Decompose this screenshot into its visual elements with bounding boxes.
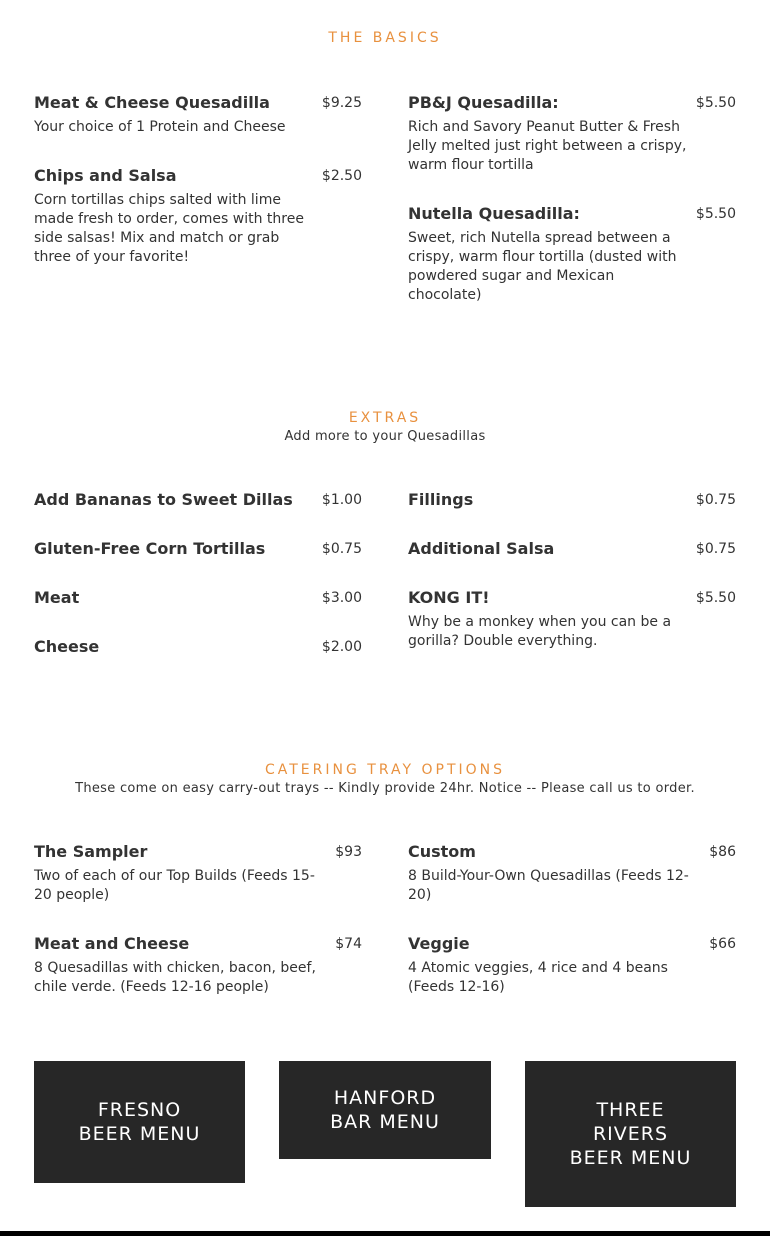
item-description: Two of each of our Top Builds (Feeds 15-20 people): [34, 868, 315, 903]
item-description: Your choice of 1 Protein and Cheese: [34, 119, 286, 135]
item-price: $2.00: [321, 639, 362, 655]
item-price: $9.25: [321, 95, 362, 111]
three-rivers-beer-menu-button[interactable]: THREE RIVERS BEER MENU: [525, 1061, 736, 1207]
item-description: 8 Quesadillas with chicken, bacon, beef, chile verde. (Feeds 12-16 people): [34, 960, 316, 995]
item-price: $93: [335, 844, 362, 860]
item-description: Why be a monkey when you can be a gorilla? Double everything.: [408, 614, 672, 649]
item-price: $0.75: [321, 541, 362, 557]
item-name: PB&J Quesadilla:: [408, 93, 559, 112]
extras-section-title: EXTRAS: [348, 410, 422, 426]
extras-subtitle: Add more to your Quesadillas: [284, 429, 486, 444]
catering-custom: [408, 842, 736, 905]
item-description: Corn tortillas chips salted with lime made fresh to order, comes with three side salsas! Mix and match or grab three of your favorite!: [34, 192, 304, 265]
catering-subtitle: These come on easy carry-out trays -- Kindly provide 24hr. Notice -- Please call us to order.: [75, 781, 695, 796]
hanford-bar-menu-button[interactable]: HANFORD BAR MENU: [279, 1061, 491, 1159]
item-price: $3.00: [321, 590, 362, 606]
item-price: $0.75: [695, 541, 736, 557]
item-price: $5.50: [695, 590, 736, 606]
extra-cheese: [34, 637, 362, 657]
item-name: KONG IT!: [408, 588, 490, 607]
item-name: Add Bananas to Sweet Dillas: [34, 490, 293, 509]
item-price: $5.50: [695, 95, 736, 111]
catering-meat-and-cheese: [34, 934, 362, 997]
extra-gluten-free-tortillas: [34, 539, 362, 559]
item-description: Rich and Savory Peanut Butter & Fresh Jelly melted just right between a crispy, warm flour tortilla: [408, 119, 687, 173]
extra-add-bananas: [34, 490, 362, 510]
item-name: Fillings: [408, 490, 474, 509]
item-name: Veggie: [408, 934, 470, 953]
extra-additional-salsa: [408, 539, 736, 559]
extra-fillings: [408, 490, 736, 510]
item-description: 4 Atomic veggies, 4 rice and 4 beans (Feeds 12-16): [408, 960, 668, 995]
item-name: Chips and Salsa: [34, 166, 177, 185]
catering-section-title: CATERING TRAY OPTIONS: [264, 762, 506, 778]
item-price: $0.75: [695, 492, 736, 508]
item-name: The Sampler: [34, 842, 148, 861]
menu-item-pbj-quesadilla: [408, 93, 736, 175]
item-price: $86: [709, 844, 736, 860]
item-price: $66: [709, 936, 736, 952]
item-name: Cheese: [34, 637, 100, 656]
catering-veggie: [408, 934, 736, 997]
item-name: Meat & Cheese Quesadilla: [34, 93, 270, 112]
item-price: $2.50: [321, 168, 362, 184]
extra-kong-it: [408, 588, 736, 651]
extra-meat: [34, 588, 362, 608]
menu-item-nutella-quesadilla: [408, 204, 736, 305]
fresno-beer-menu-button[interactable]: FRESNO BEER MENU: [34, 1061, 245, 1183]
menu-item-chips-and-salsa: [34, 166, 362, 267]
item-name: Gluten-Free Corn Tortillas: [34, 539, 266, 558]
item-name: Nutella Quesadilla:: [408, 204, 580, 223]
item-price: $1.00: [321, 492, 362, 508]
item-price: $74: [335, 936, 362, 952]
menu-item-meat-cheese-quesadilla: [34, 93, 362, 137]
bottom-divider: [0, 1231, 770, 1236]
catering-the-sampler: [34, 842, 362, 905]
item-name: Meat: [34, 588, 80, 607]
item-name: Meat and Cheese: [34, 934, 190, 953]
item-price: $5.50: [695, 206, 736, 222]
basics-section-title: THE BASICS: [328, 30, 442, 46]
item-name: Additional Salsa: [408, 539, 555, 558]
item-description: 8 Build-Your-Own Quesadillas (Feeds 12-20): [408, 868, 689, 903]
item-name: Custom: [408, 842, 476, 861]
item-description: Sweet, rich Nutella spread between a crispy, warm flour tortilla (dusted with powdered sugar and Mexican chocolate): [408, 230, 677, 303]
